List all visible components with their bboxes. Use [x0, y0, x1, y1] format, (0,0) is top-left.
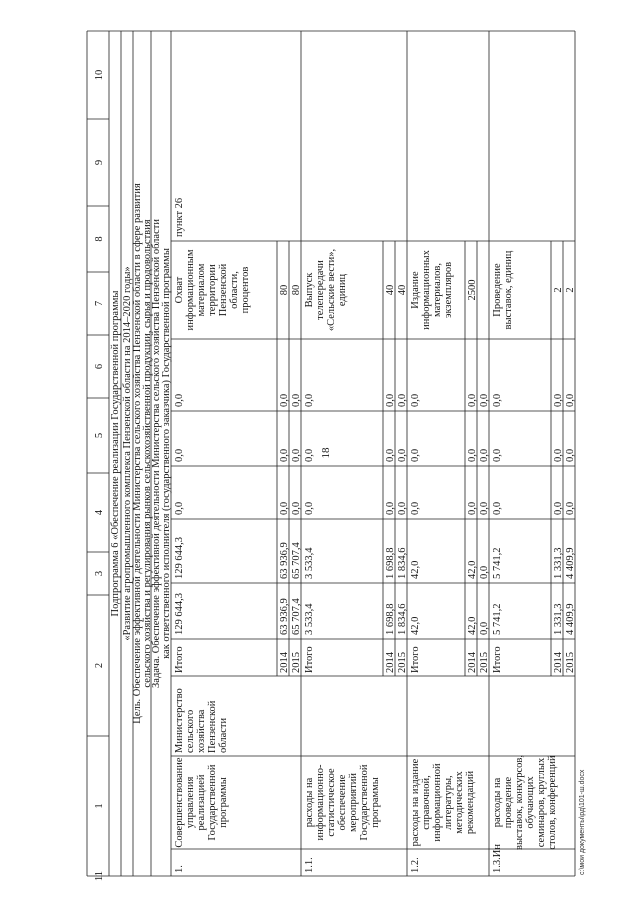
value-cell-c8: 0,0: [397, 448, 408, 462]
value-cell-c9: 0,0: [553, 393, 564, 407]
year-cell: 2014: [553, 652, 564, 673]
value-cell-c9: 0,0: [492, 393, 503, 407]
column-number: 5: [94, 432, 105, 439]
value-cell-c5: 5 741,2: [492, 603, 503, 635]
value-cell-c8: 0,0: [304, 448, 315, 462]
indicator-line: Охват: [174, 276, 185, 304]
indicator-value: 40: [385, 284, 396, 296]
indicator-value: 40: [397, 284, 408, 296]
value-cell-c5: 4 409,9: [565, 603, 576, 635]
value-cell-c8: 0,0: [385, 448, 396, 462]
value-cell-c5: 1 698,8: [385, 603, 396, 635]
row-name-line: расходы на: [492, 777, 503, 828]
value-cell-c7: 0,0: [385, 501, 396, 515]
value-cell-c7: 0,0: [565, 501, 576, 515]
value-cell-c9: 0,0: [410, 393, 421, 407]
column-number: 7: [94, 300, 105, 307]
indicator-line: выставок, единиц: [503, 250, 514, 330]
year-cell: Итого: [492, 646, 503, 673]
indicator-value: 80: [279, 284, 290, 296]
row-name-line: расходы на: [304, 777, 315, 828]
column-number: 3: [94, 570, 105, 577]
value-cell-c9: 0,0: [291, 393, 302, 407]
row-name-line: Государственной: [359, 764, 370, 841]
indicator-line: территории: [207, 264, 218, 316]
row-name-line: методических: [454, 771, 465, 834]
indicator-line: области,: [229, 271, 240, 309]
row-number: 1.1.: [304, 857, 315, 873]
value-cell-c9: 0,0: [479, 393, 490, 407]
row-number: 1.3.Ин: [492, 844, 503, 873]
value-cell-c9: 0,0: [467, 393, 478, 407]
task-line: как ответственного исполнителя (государственного заказчика) Государственной программы: [161, 248, 172, 659]
row-name-line: информационной: [432, 763, 443, 842]
value-cell-c7: 0,0: [410, 501, 421, 515]
value-cell-c8: 0,0: [410, 448, 421, 462]
value-cell-c5: 3 533,4: [304, 603, 315, 635]
column-number: 2: [94, 662, 105, 669]
value-cell-c5: 42,0: [410, 616, 421, 635]
row-number: 1.: [174, 865, 185, 873]
value-cell-c7: 0,0: [304, 501, 315, 515]
value-cell-c6: 1 834,6: [397, 547, 408, 579]
row-name-line: обеспечение: [337, 774, 348, 831]
indicator-line: Пензенской: [218, 263, 229, 317]
column-number: 8: [94, 236, 105, 242]
indicator-line: информационным: [185, 249, 196, 331]
task-line: Задача. Обеспечение эффективной деятельности Министерства сельского хозяйства Пензенской области: [151, 219, 162, 688]
goal-line: сельского хозяйства и регулирования рынков сельскохозяйственной продукции, сырья и продовольствия: [142, 219, 153, 688]
value-cell-c6: 63 936,9: [279, 542, 290, 579]
value-cell-c8: 0,0: [291, 448, 302, 462]
indicator-line: Проведение: [492, 263, 503, 317]
row-name-line: программы: [218, 777, 229, 828]
year-cell: 2014: [385, 652, 396, 673]
row-name-line: реализацией: [196, 774, 207, 831]
value-cell-c5: 129 644,3: [174, 593, 185, 635]
executor-line: области: [218, 717, 229, 753]
value-cell-c7: 0,0: [291, 501, 302, 515]
value-cell-c6: 42,0: [410, 560, 421, 579]
column-number: 9: [94, 159, 105, 166]
executor-line: сельского: [185, 709, 196, 753]
value-cell-c6: 4 409,9: [565, 547, 576, 579]
value-cell-c6: 65 707,4: [291, 542, 302, 579]
year-cell: 2015: [479, 652, 490, 673]
column-number: 6: [94, 363, 105, 370]
row-name-line: проведение: [503, 776, 514, 829]
value-cell-c5: 1 834,6: [397, 603, 408, 635]
executor-line: хозяйства: [196, 709, 207, 753]
value-cell-c7: 0,0: [174, 501, 185, 515]
value-cell-c7: 0,0: [397, 501, 408, 515]
value-cell-c6: 0,0: [479, 565, 490, 579]
indicator-line: Выпуск: [304, 272, 315, 308]
value-cell-c8: 0,0: [492, 448, 503, 462]
value-cell-c6: 1 331,3: [553, 547, 564, 579]
value-cell-c9: 0,0: [397, 393, 408, 407]
value-cell-c6: 3 533,4: [304, 547, 315, 579]
year-cell: 2014: [279, 652, 290, 673]
value-cell-c7: 0,0: [467, 501, 478, 515]
page-number: 18: [320, 447, 332, 459]
indicator-value: 2500: [467, 279, 478, 301]
indicator-value: 2: [553, 287, 564, 293]
indicator-line: телепередачи: [315, 260, 326, 320]
row-name-line: статистическое: [326, 768, 337, 837]
indicator-value: 2: [565, 287, 576, 293]
row-name-line: обучающих: [525, 776, 536, 829]
value-cell-c8: 0,0: [553, 448, 564, 462]
year-cell: 2014: [467, 652, 478, 673]
value-cell-c9: 0,0: [304, 393, 315, 407]
value-cell-c8: 0,0: [174, 448, 185, 462]
year-cell: 2015: [565, 652, 576, 673]
value-cell-c6: 5 741,2: [492, 547, 503, 579]
row-name-line: справочной,: [421, 775, 432, 830]
row-name-line: управления: [185, 776, 196, 829]
executor-line: Пензенской: [207, 700, 218, 753]
value-cell-c9: 0,0: [174, 393, 185, 407]
year-cell: Итого: [410, 646, 421, 673]
value-cell-c7: 0,0: [492, 501, 503, 515]
value-cell-c5: 63 936,9: [279, 598, 290, 635]
column-number: 10: [94, 69, 105, 81]
indicator-line: единиц: [337, 273, 348, 307]
column-number: 1: [94, 803, 105, 809]
value-cell-c9: 0,0: [565, 393, 576, 407]
row-name-line: рекомендаций: [465, 770, 476, 835]
indicator-line: информационных: [421, 250, 432, 330]
value-cell-c7: 0,0: [479, 501, 490, 515]
subprogram-subtitle: «Развитие агропромышленного комплекса Пензенской области на 2014–2020 годы»: [122, 266, 133, 641]
subprogram-title: Подпрограмма 6 «Обеспечение реализации Государственной программы: [110, 290, 121, 617]
footer-file-path: c:\мои документы\рд\101-ш.docx: [579, 769, 586, 875]
value-cell-c6: 1 698,8: [385, 547, 396, 579]
row-name-line: выставок, конкурсов,: [514, 755, 525, 850]
value-cell-c8: 0,0: [279, 448, 290, 462]
indicator-value: 80: [291, 284, 302, 296]
value-cell-c7: 0,0: [279, 501, 290, 515]
value-cell-c7: 0,0: [553, 501, 564, 515]
reference-cell: пункт 26: [174, 197, 185, 237]
row-name-line: Государственной: [207, 764, 218, 841]
indicator-line: «Сельские вести»,: [326, 248, 337, 332]
column-number: 4: [94, 509, 105, 516]
indicator-line: материалов,: [432, 263, 443, 317]
year-cell: 2015: [397, 652, 408, 673]
row-name-line: мероприятий: [348, 773, 359, 832]
value-cell-c8: 0,0: [565, 448, 576, 462]
indicator-line: материалом: [196, 263, 207, 317]
row-name-line: столов, конференций: [547, 755, 558, 850]
row-number: 1.2.: [410, 857, 421, 873]
value-cell-c9: 0,0: [279, 393, 290, 407]
value-cell-c9: 0,0: [385, 393, 396, 407]
row-name-line: программы: [370, 777, 381, 828]
year-cell: 2015: [291, 652, 302, 673]
value-cell-c8: 0,0: [467, 448, 478, 462]
value-cell-c5: 1 331,3: [553, 603, 564, 635]
column-number: 11: [94, 870, 105, 882]
row-name-line: литературы,: [443, 775, 454, 830]
value-cell-c5: 0,0: [479, 621, 490, 635]
value-cell-c5: 65 707,4: [291, 598, 302, 635]
indicator-line: Издание: [410, 271, 421, 309]
executor-line: Министерство: [174, 688, 185, 753]
value-cell-c5: 42,0: [467, 616, 478, 635]
row-name-line: расходы на издание: [410, 758, 421, 847]
value-cell-c6: 42,0: [467, 560, 478, 579]
value-cell-c6: 129 644,3: [174, 537, 185, 579]
value-cell-c8: 0,0: [479, 448, 490, 462]
year-cell: Итого: [174, 646, 185, 673]
year-cell: Итого: [304, 646, 315, 673]
indicator-line: экземпляров: [443, 261, 454, 319]
row-name-line: информационно-: [315, 764, 326, 841]
row-name-line: Совершенствование: [174, 757, 185, 848]
indicator-line: процентов: [240, 266, 251, 314]
row-name-line: семинаров, круглых: [536, 757, 547, 848]
goal-line: Цель. Обеспечение эффективной деятельности Министерства сельского хозяйства Пензенской области в сфере развития: [132, 183, 143, 724]
